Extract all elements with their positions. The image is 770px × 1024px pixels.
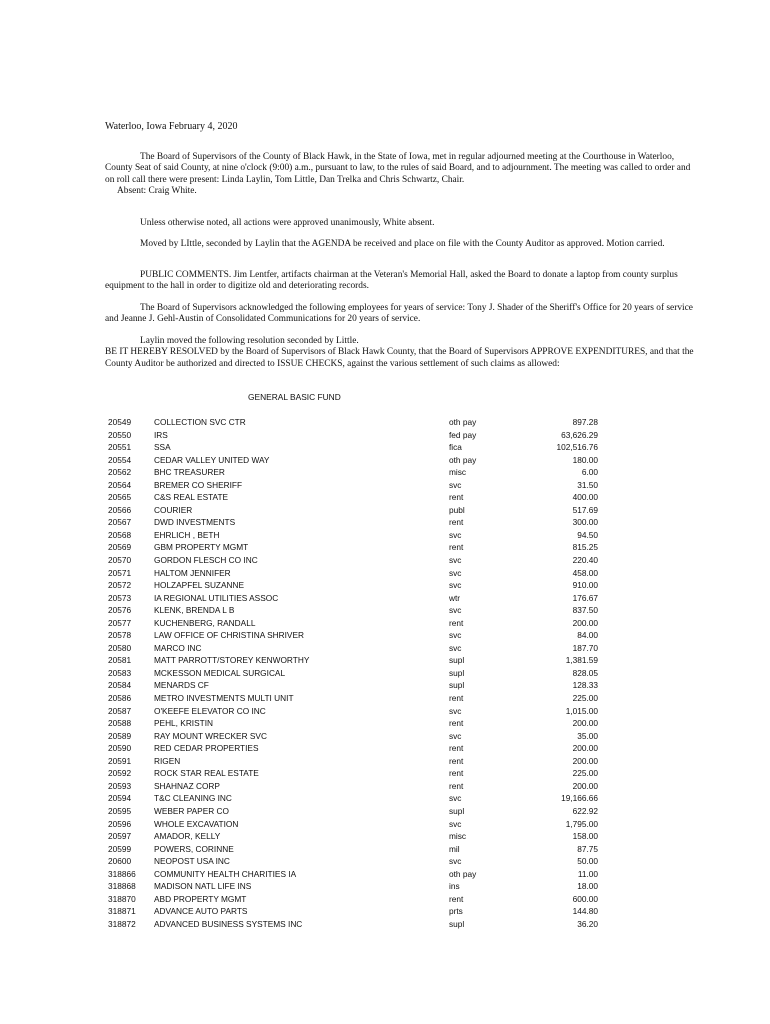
table-row (108, 629, 598, 642)
claim-amount: 36.20 (577, 918, 598, 929)
claim-number: 20599 (108, 843, 132, 854)
claim-amount: 910.00 (572, 580, 598, 591)
claim-number: 20567 (108, 517, 132, 528)
claim-amount: 815.25 (572, 542, 598, 553)
table-row (108, 654, 598, 667)
claim-number: 20554 (108, 454, 132, 465)
table-row (108, 479, 598, 492)
table-row (108, 617, 598, 630)
table-row (108, 454, 598, 467)
claim-amount: 622.92 (572, 805, 598, 816)
table-row (108, 880, 598, 893)
claim-type: oth pay (449, 417, 477, 427)
claims-table (108, 416, 598, 930)
claim-type: supl (449, 655, 465, 666)
claim-vendor: ADVANCE AUTO PARTS (154, 906, 248, 917)
table-row (108, 642, 598, 655)
table-row (108, 604, 598, 617)
claim-type: rent (449, 542, 464, 553)
claim-type: ins (449, 881, 460, 892)
claim-number: 20587 (108, 705, 132, 716)
unanimous-paragraph: Unless otherwise noted, all actions were approved unanimously, White absent. (140, 218, 435, 228)
claim-amount: 176.67 (572, 592, 598, 603)
claim-vendor: COMMUNITY HEALTH CHARITIES IA (154, 868, 297, 879)
claim-number: 318872 (108, 918, 136, 929)
table-row (108, 730, 598, 743)
claim-amount: 6.00 (581, 467, 598, 478)
table-row (108, 843, 598, 856)
public-comments-paragraph: PUBLIC COMMENTS. Jim Lentfer, artifacts chairman at the Veteran's Memorial Hall, asked the Board to donate a laptop from county surplus equipment to the hall in order to digitize old and deteriorating records. (105, 270, 678, 292)
claim-type: svc (449, 567, 462, 578)
claim-amount: 18.00 (577, 881, 598, 892)
claim-number: 20586 (108, 693, 132, 704)
claim-number: 20570 (108, 555, 132, 566)
claim-amount: 600.00 (572, 893, 598, 904)
claim-vendor: METRO INVESTMENTS MULTI UNIT (154, 693, 294, 704)
claim-vendor: AMADOR, KELLY (154, 831, 221, 842)
table-row (108, 579, 598, 592)
claim-number: 20573 (108, 592, 132, 603)
claim-number: 20583 (108, 667, 132, 678)
claim-vendor: SSA (154, 442, 171, 453)
table-row (108, 541, 598, 554)
claim-amount: 458.00 (572, 567, 598, 578)
claim-vendor: SHAHNAZ CORP (154, 780, 220, 791)
claim-type: publ (449, 504, 465, 515)
claim-vendor: C&S REAL ESTATE (154, 492, 229, 503)
claim-amount: 225.00 (572, 768, 598, 779)
claim-amount: 128.33 (572, 680, 598, 691)
claim-amount: 11.00 (577, 868, 598, 879)
table-row (108, 441, 598, 454)
table-row (108, 868, 598, 881)
claim-number: 20577 (108, 617, 132, 628)
claim-type: rent (449, 718, 464, 729)
table-row (108, 491, 598, 504)
claim-vendor: COLLECTION SVC CTR (154, 417, 246, 427)
claim-amount: 220.40 (572, 555, 598, 566)
claim-number: 20597 (108, 831, 132, 842)
claim-type: rent (449, 492, 464, 503)
table-row (108, 767, 598, 780)
claim-type: rent (449, 743, 464, 754)
claim-number: 20584 (108, 680, 132, 691)
agenda-paragraph: Moved by LIttle, seconded by Laylin that the AGENDA be received and place on file with the County Auditor as approved. Motion carried. (140, 239, 665, 249)
claim-vendor: HOLZAPFEL SUZANNE (154, 580, 245, 591)
table-row (108, 429, 598, 442)
claim-type: rent (449, 693, 464, 704)
claim-amount: 144.80 (572, 906, 598, 917)
claim-type: misc (449, 831, 467, 842)
opening-text: The Board of Supervisors of the County of Black Hawk, in the State of Iowa, met in regular adjourned meeting at the Courthouse in Waterloo, County Seat of said County, at nine o'clock (9:00) a.m., pursuant to law, to the rules of said Board, and to adjournment. The meeting was called to order and on roll call there were present: Linda Laylin, Tom Little, Dan Trelka and Chris Schwartz, Chair. (105, 152, 691, 185)
claim-amount: 180.00 (572, 454, 598, 465)
claim-vendor: LAW OFFICE OF CHRISTINA SHRIVER (154, 630, 304, 641)
table-row (108, 717, 598, 730)
opening-paragraph (105, 152, 700, 198)
claim-number: 318871 (108, 906, 136, 917)
absent-text: Absent: Craig White. (117, 186, 197, 197)
claim-amount: 200.00 (572, 718, 598, 729)
claim-amount: 31.50 (577, 479, 598, 490)
table-row (108, 692, 598, 705)
claim-type: svc (449, 605, 462, 616)
claim-vendor: BHC TREASURER (154, 467, 225, 478)
claim-type: svc (449, 730, 462, 741)
claim-type: supl (449, 918, 465, 929)
claim-vendor: MATT PARROTT/STOREY KENWORTHY (154, 655, 310, 666)
claim-vendor: WEBER PAPER CO (154, 805, 229, 816)
claim-number: 20596 (108, 818, 132, 829)
acknowledgement-paragraph: The Board of Supervisors acknowledged the following employees for years of service: Tony J. Shader of the Sheriff's Office for 20 years of service and Jeanne J. Gehl-Austin of Consolidated Communications for 20 years of service. (105, 303, 693, 325)
claim-amount: 897.28 (572, 417, 598, 427)
claim-amount: 102,516.76 (556, 442, 598, 453)
claim-number: 20571 (108, 567, 132, 578)
claim-vendor: POWERS, CORINNE (154, 843, 234, 854)
table-row (108, 667, 598, 680)
table-row (108, 567, 598, 580)
claim-number: 20565 (108, 492, 132, 503)
claim-amount: 200.00 (572, 617, 598, 628)
claim-vendor: CEDAR VALLEY UNITED WAY (154, 454, 270, 465)
claim-number: 20576 (108, 605, 132, 616)
claim-type: svc (449, 479, 462, 490)
claim-amount: 517.69 (572, 504, 598, 515)
claim-amount: 200.00 (572, 755, 598, 766)
claim-vendor: COURIER (154, 504, 193, 515)
table-row (108, 516, 598, 529)
claim-vendor: MARCO INC (154, 642, 202, 653)
claim-amount: 158.00 (572, 831, 598, 842)
claim-type: supl (449, 667, 465, 678)
claim-number: 20592 (108, 768, 132, 779)
claim-vendor: ABD PROPERTY MGMT (154, 893, 247, 904)
table-row (108, 818, 598, 831)
table-row (108, 905, 598, 918)
claim-number: 20550 (108, 429, 132, 440)
claim-amount: 19,166.66 (561, 793, 598, 804)
table-row (108, 705, 598, 718)
claim-vendor: ADVANCED BUSINESS SYSTEMS INC (154, 918, 303, 929)
claim-number: 318870 (108, 893, 136, 904)
claim-number: 20590 (108, 743, 132, 754)
claim-number: 20595 (108, 805, 132, 816)
claim-number: 20578 (108, 630, 132, 641)
claim-vendor: HALTOM JENNIFER (154, 567, 231, 578)
claim-number: 20600 (108, 856, 132, 867)
claim-amount: 87.75 (577, 843, 598, 854)
claim-type: svc (449, 580, 462, 591)
claim-vendor: KLENK, BRENDA L B (154, 605, 235, 616)
claim-vendor: IA REGIONAL UTILITIES ASSOC (154, 592, 279, 603)
dateline: Waterloo, Iowa February 4, 2020 (105, 121, 238, 132)
table-row (108, 792, 598, 805)
table-row (108, 529, 598, 542)
claim-number: 20591 (108, 755, 132, 766)
claim-number: 20580 (108, 642, 132, 653)
claim-type: svc (449, 630, 462, 641)
claim-vendor: GBM PROPERTY MGMT (154, 542, 249, 553)
table-row (108, 466, 598, 479)
table-row (108, 893, 598, 906)
claim-type: rent (449, 517, 464, 528)
claim-amount: 1,015.00 (565, 705, 598, 716)
table-row (108, 679, 598, 692)
table-row (108, 592, 598, 605)
claim-type: svc (449, 555, 462, 566)
resolution-paragraph (105, 336, 700, 370)
claim-vendor: DWD INVESTMENTS (154, 517, 236, 528)
claim-amount: 200.00 (572, 780, 598, 791)
claim-amount: 1,381.59 (565, 655, 598, 666)
claim-type: oth pay (449, 454, 477, 465)
claim-number: 20581 (108, 655, 132, 666)
table-row (108, 504, 598, 517)
claim-vendor: IRS (154, 429, 168, 440)
claim-amount: 837.50 (572, 605, 598, 616)
claim-amount: 828.05 (572, 667, 598, 678)
claim-number: 20589 (108, 730, 132, 741)
claim-type: fica (449, 442, 462, 453)
claim-number: 20568 (108, 529, 132, 540)
table-row (108, 742, 598, 755)
table-row (108, 755, 598, 768)
claim-type: supl (449, 680, 465, 691)
claim-type: svc (449, 818, 462, 829)
claim-amount: 84.00 (577, 630, 598, 641)
table-row (108, 805, 598, 818)
claim-vendor: MENARDS CF (154, 680, 209, 691)
claim-number: 318868 (108, 881, 136, 892)
claim-amount: 225.00 (572, 693, 598, 704)
claim-number: 20566 (108, 504, 132, 515)
claim-amount: 35.00 (577, 730, 598, 741)
claim-type: svc (449, 856, 462, 867)
claim-type: supl (449, 805, 465, 816)
claim-number: 20569 (108, 542, 132, 553)
claim-amount: 400.00 (572, 492, 598, 503)
claim-vendor: NEOPOST USA INC (154, 856, 230, 867)
claim-vendor: PEHL, KRISTIN (154, 718, 214, 729)
claim-type: misc (449, 467, 467, 478)
claim-number: 20549 (108, 417, 132, 427)
claim-type: rent (449, 755, 464, 766)
claim-vendor: ROCK STAR REAL ESTATE (154, 768, 259, 779)
claim-number: 20562 (108, 467, 132, 478)
claim-amount: 94.50 (577, 529, 598, 540)
claim-vendor: RAY MOUNT WRECKER SVC (154, 730, 267, 741)
claim-number: 20588 (108, 718, 132, 729)
claim-type: svc (449, 642, 462, 653)
claim-amount: 187.70 (572, 642, 598, 653)
claim-vendor: GORDON FLESCH CO INC (154, 555, 258, 566)
claim-vendor: MCKESSON MEDICAL SURGICAL (154, 667, 286, 678)
table-row (108, 416, 598, 429)
claim-type: rent (449, 893, 464, 904)
table-row (108, 918, 598, 931)
claim-vendor: RIGEN (154, 755, 181, 766)
claim-number: 20572 (108, 580, 132, 591)
claim-amount: 200.00 (572, 743, 598, 754)
claim-type: svc (449, 793, 462, 804)
claim-amount: 300.00 (572, 517, 598, 528)
claim-vendor: KUCHENBERG, RANDALL (154, 617, 256, 628)
claim-type: fed pay (449, 429, 477, 440)
table-row (108, 855, 598, 868)
claim-vendor: BREMER CO SHERIFF (154, 479, 243, 490)
claim-type: oth pay (449, 868, 477, 879)
claim-vendor: WHOLE EXCAVATION (154, 818, 239, 829)
claim-vendor: RED CEDAR PROPERTIES (154, 743, 259, 754)
claim-vendor: EHRLICH , BETH (154, 529, 220, 540)
table-row (108, 780, 598, 793)
claim-amount: 1,795.00 (565, 818, 598, 829)
claim-amount: 50.00 (577, 856, 598, 867)
table-row (108, 554, 598, 567)
claim-type: wtr (449, 592, 461, 603)
claim-number: 318866 (108, 868, 136, 879)
claim-number: 20564 (108, 479, 132, 490)
fund-title: GENERAL BASIC FUND (248, 392, 341, 402)
claim-type: svc (449, 529, 462, 540)
claim-type: rent (449, 617, 464, 628)
resolution-text: BE IT HEREBY RESOLVED by the Board of Supervisors of Black Hawk County, that the Board of Supervisors APPROVE EXPENDITURES, and that the County Auditor be authorized and directed to ISSUE CHECKS, against the various settlement of such claims as allowed: (105, 347, 694, 369)
claim-type: mil (449, 843, 460, 854)
claim-number: 20551 (108, 442, 132, 453)
resolution-intro: Laylin moved the following resolution seconded by Little. (140, 336, 359, 346)
claim-type: rent (449, 768, 464, 779)
claim-amount: 63,626.29 (561, 429, 598, 440)
claim-vendor: MADISON NATL LIFE INS (154, 881, 252, 892)
claim-number: 20593 (108, 780, 132, 791)
claim-vendor: O'KEEFE ELEVATOR CO INC (154, 705, 266, 716)
claim-type: rent (449, 780, 464, 791)
claim-vendor: T&C CLEANING INC (154, 793, 232, 804)
table-row (108, 830, 598, 843)
claim-number: 20594 (108, 793, 132, 804)
claim-type: prts (449, 906, 463, 917)
claim-type: svc (449, 705, 462, 716)
